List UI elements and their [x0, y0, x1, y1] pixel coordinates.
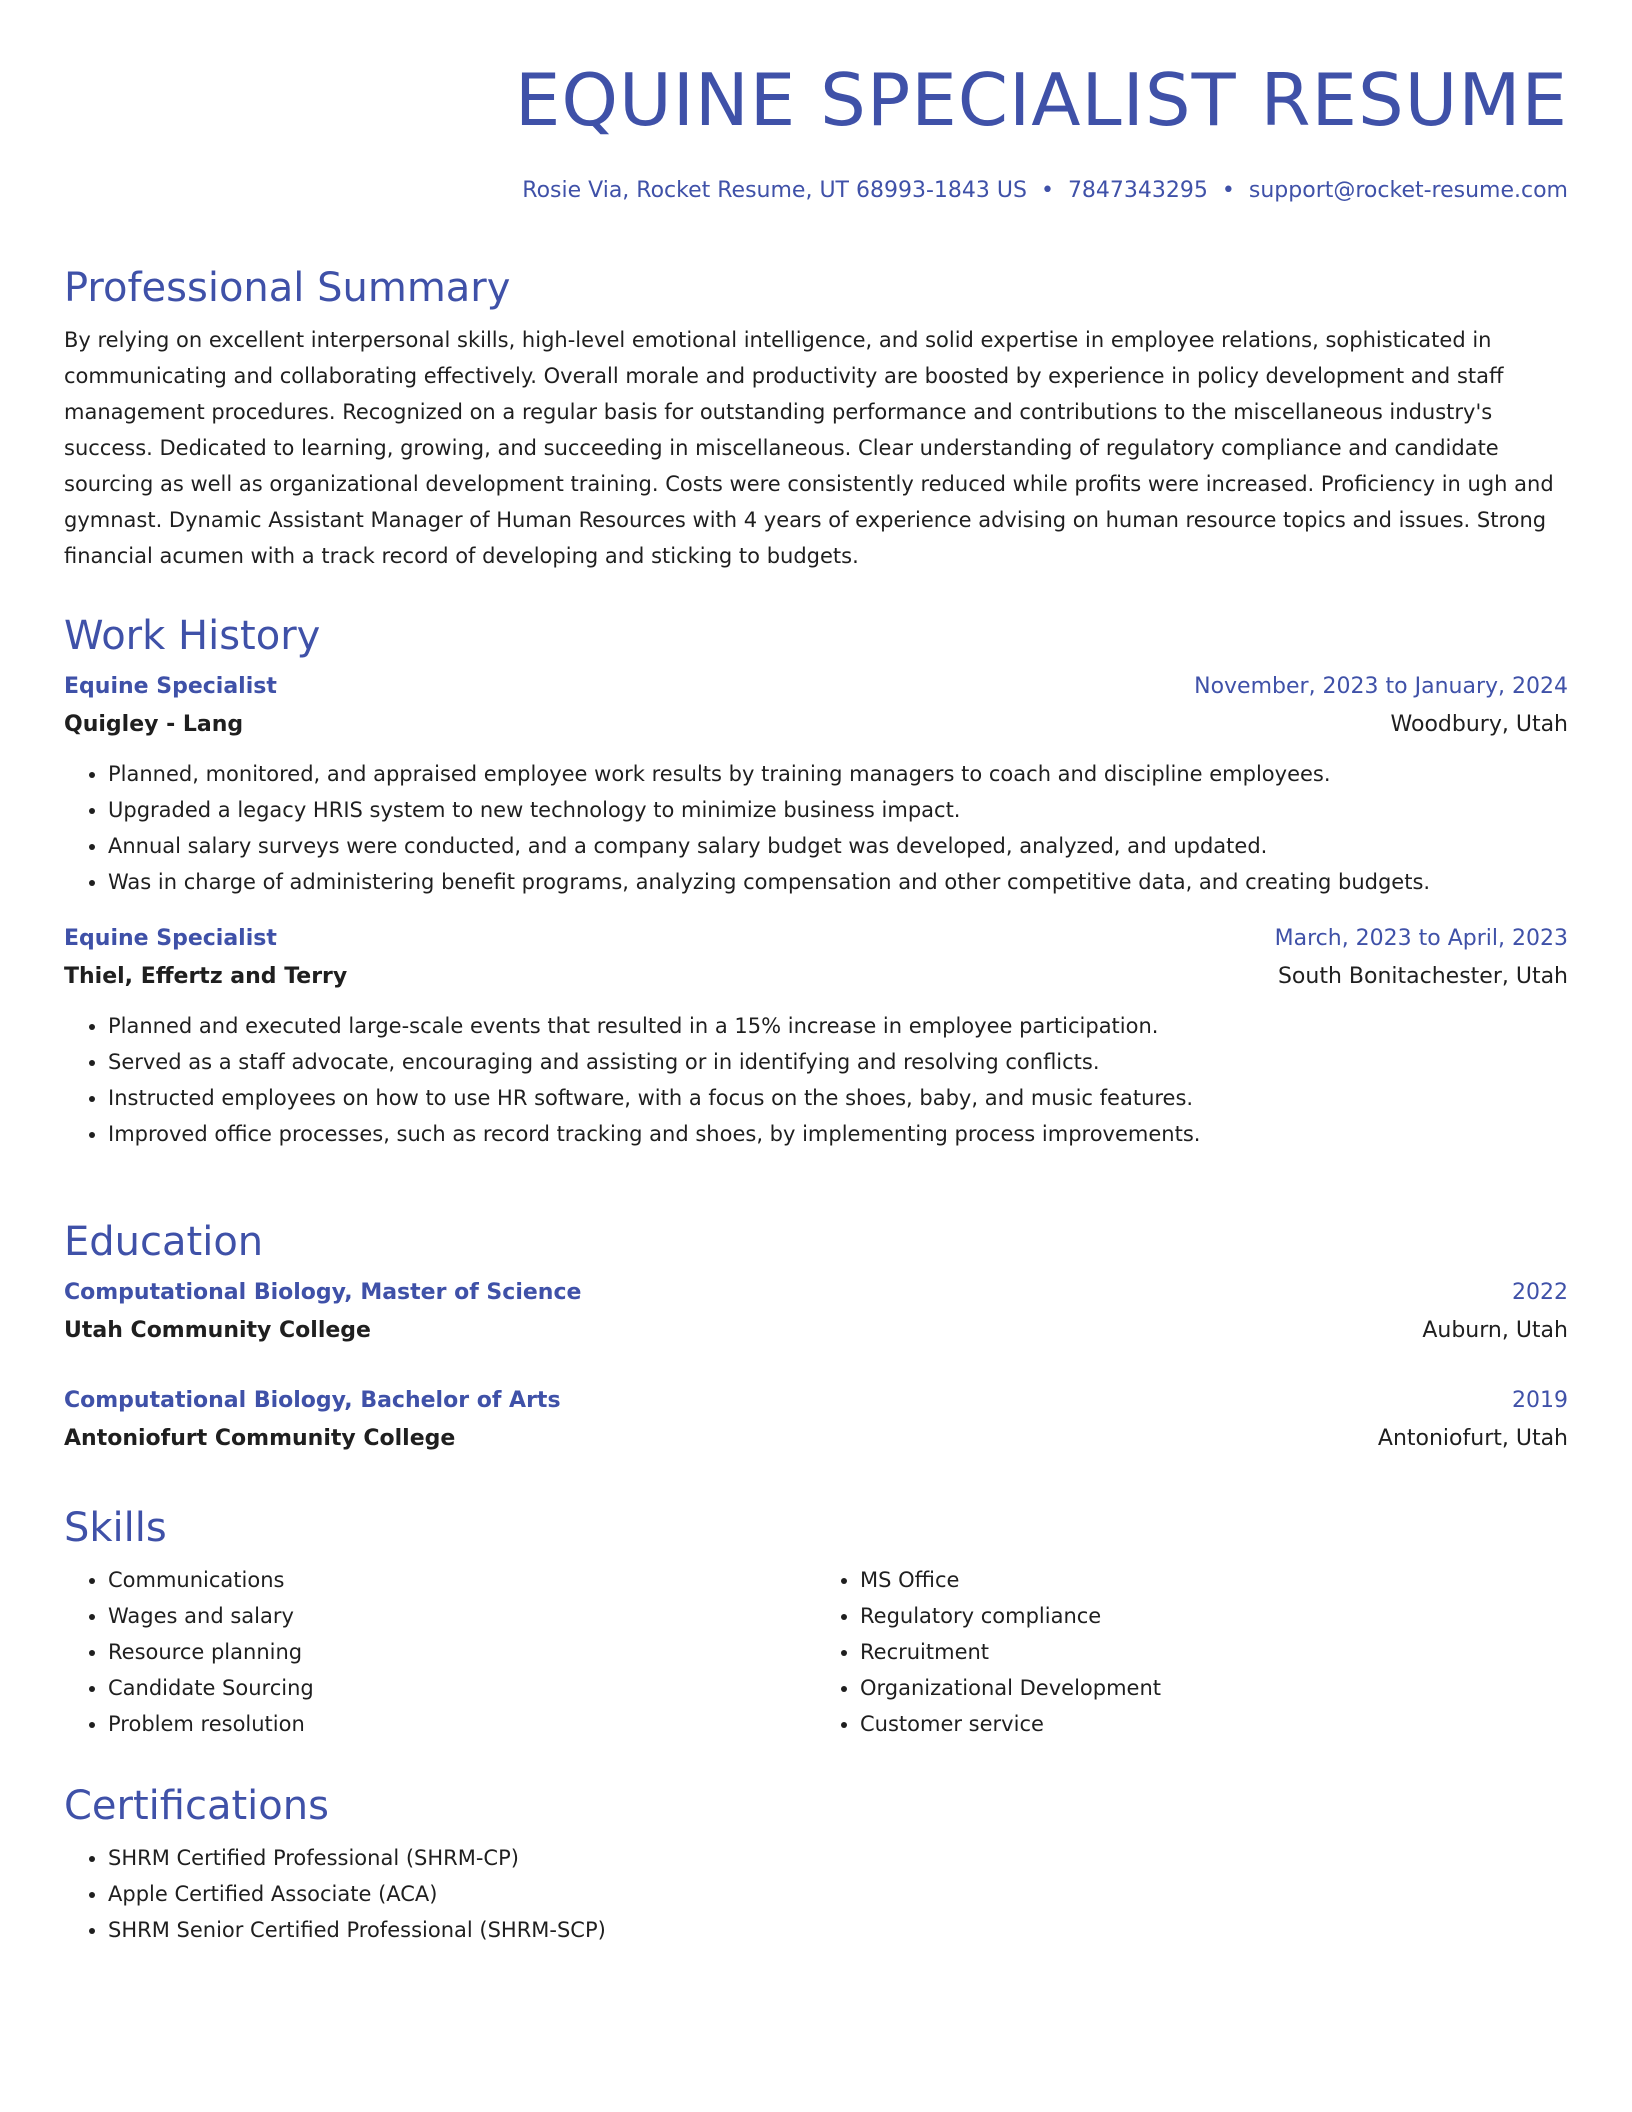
contact-separator: • [1040, 178, 1054, 203]
job-dates: March, 2023 to April, 2023 [1274, 926, 1568, 951]
job-employer: Quigley - Lang [64, 712, 244, 737]
contact-address: Rosie Via, Rocket Resume, UT 68993-1843 US [522, 178, 1027, 203]
job-bullets [64, 756, 1568, 900]
job-bullet: • Served as a staff advocate, encouraging and assisting or in identifying and resolving conflicts. [108, 1044, 1568, 1080]
skills-grid [64, 1562, 1568, 1742]
job-bullet: • Improved office processes, such as record tracking and shoes, by implementing process improvements. [108, 1116, 1568, 1152]
contact-separator: • [1221, 178, 1235, 203]
certification-item: • SHRM Certified Professional (SHRM-CP) [108, 1840, 1568, 1876]
job-dates: November, 2023 to January, 2024 [1194, 674, 1568, 699]
job-employer: Thiel, Effertz and Terry [64, 964, 348, 989]
skill-item: • Candidate Sourcing [108, 1670, 816, 1706]
summary-section [64, 262, 1568, 574]
education-entry [64, 1382, 1568, 1458]
contact-phone: 7847343295 [1067, 178, 1208, 203]
certification-item: • SHRM Senior Certified Professional (SHRM-SCP) [108, 1912, 1568, 1948]
skill-item: • Recruitment [860, 1634, 1568, 1670]
job-entry [64, 668, 1568, 900]
education-year: 2019 [1512, 1388, 1568, 1413]
education-degree: Computational Biology, Master of Science [64, 1280, 582, 1305]
skill-item: • Communications [108, 1562, 816, 1598]
education-entry [64, 1274, 1568, 1350]
resume-title: EQUINE SPECIALIST RESUME [514, 58, 1568, 142]
job-bullet: • Planned, monitored, and appraised employee work results by training managers to coach and discipline employees. [108, 756, 1568, 792]
skill-item: • MS Office [860, 1562, 1568, 1598]
job-location: South Bonitachester, Utah [1277, 964, 1568, 989]
education-school: Utah Community College [64, 1318, 371, 1343]
work-history-heading: Work History [64, 613, 321, 659]
skills-list-right [816, 1562, 1568, 1742]
job-location: Woodbury, Utah [1390, 712, 1568, 737]
work-history-section [64, 610, 1568, 1152]
certification-item: • Apple Certified Associate (ACA) [108, 1876, 1568, 1912]
education-year: 2022 [1512, 1280, 1568, 1305]
skill-item: • Customer service [860, 1706, 1568, 1742]
education-school: Antoniofurt Community College [64, 1426, 456, 1451]
contact-email: support@rocket-resume.com [1248, 178, 1568, 203]
skills-list-left [64, 1562, 816, 1742]
job-title: Equine Specialist [64, 674, 277, 699]
job-bullet: • Upgraded a legacy HRIS system to new technology to minimize business impact. [108, 792, 1568, 828]
job-bullet: • Was in charge of administering benefit programs, analyzing compensation and other competitive data, and creating budgets. [108, 864, 1568, 900]
skill-item: • Problem resolution [108, 1706, 816, 1742]
contact-line [522, 176, 1568, 206]
job-bullets [64, 1008, 1568, 1152]
education-location: Antoniofurt, Utah [1377, 1426, 1568, 1451]
skill-item: • Organizational Development [860, 1670, 1568, 1706]
education-heading: Education [64, 1219, 264, 1265]
job-bullet: • Annual salary surveys were conducted, and a company salary budget was developed, analyzed, and updated. [108, 828, 1568, 864]
job-entry [64, 920, 1568, 1152]
skill-item: • Wages and salary [108, 1598, 816, 1634]
job-bullet: • Instructed employees on how to use HR software, with a focus on the shoes, baby, and music features. [108, 1080, 1568, 1116]
certifications-section [64, 1780, 1568, 1948]
job-title: Equine Specialist [64, 926, 277, 951]
education-section [64, 1216, 1568, 1458]
skills-section [64, 1502, 1568, 1742]
job-bullet: • Planned and executed large-scale events that resulted in a 15% increase in employee participation. [108, 1008, 1568, 1044]
education-location: Auburn, Utah [1422, 1318, 1568, 1343]
skill-item: • Resource planning [108, 1634, 816, 1670]
education-degree: Computational Biology, Bachelor of Arts [64, 1388, 561, 1413]
summary-text: By relying on excellent interpersonal skills, high-level emotional intelligence, and solid expertise in employee relations, sophisticated in communicating and collaborating effectively. Overall morale and productivity are boosted by experience in policy development and staff management procedures. Recognized on a regular basis for outstanding performance and contributions to the miscellaneous industry's success. Dedicated to learning, growing, and succeeding in miscellaneous. Clear understanding of regulatory compliance and candidate sourcing as well as organizational development training. Costs were consistently reduced while profits were increased. Proficiency in ugh and gymnast. Dynamic Assistant Manager of Human Resources with 4 years of experience advising on human resource topics and issues. Strong financial acumen with a track record of developing and sticking to budgets. [64, 328, 1554, 568]
certifications-list [64, 1840, 1568, 1948]
skills-heading: Skills [64, 1505, 167, 1551]
summary-heading: Professional Summary [64, 265, 511, 311]
certifications-heading: Certifications [64, 1783, 329, 1829]
skill-item: • Regulatory compliance [860, 1598, 1568, 1634]
